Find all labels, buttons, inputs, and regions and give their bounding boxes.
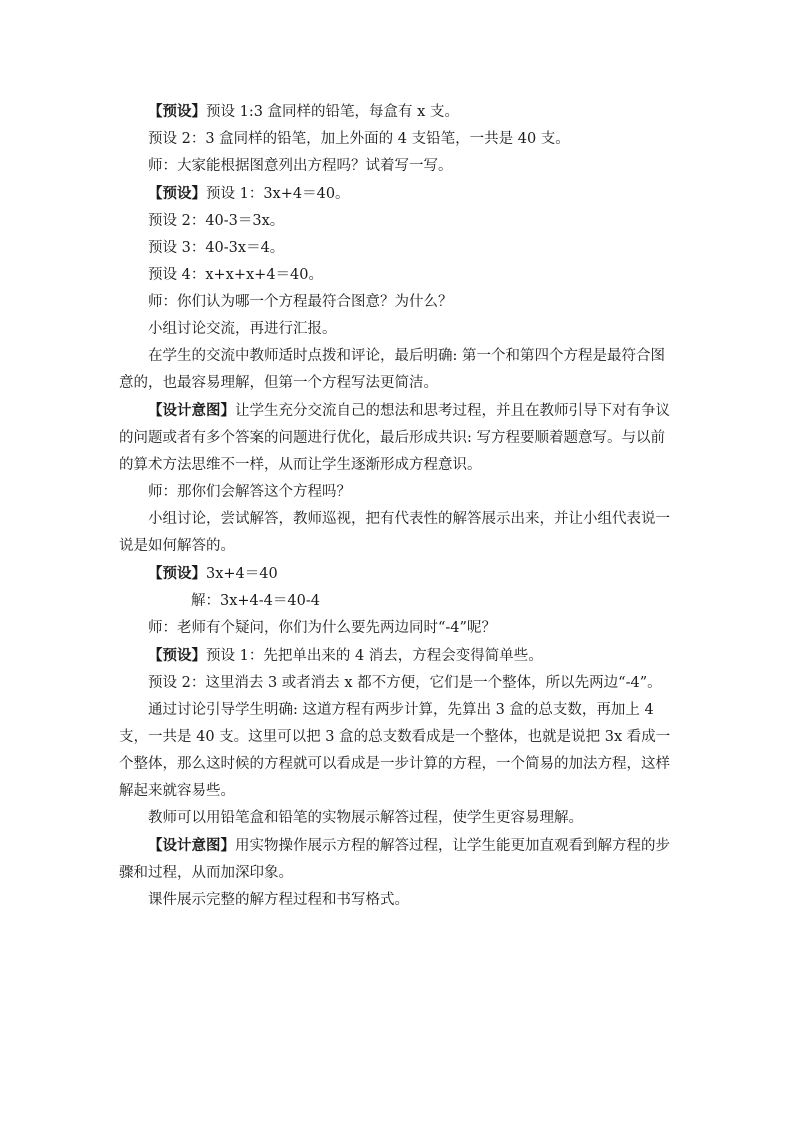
paragraph-text: 预设 3：40-3x＝4。 <box>148 240 285 256</box>
paragraph-design-intent-2 <box>119 832 679 887</box>
paragraph-text: 师：大家能根据图意列出方程吗？试着写一写。 <box>148 158 453 174</box>
preset-tag: 【预设】 <box>148 647 206 664</box>
paragraph <box>119 805 679 832</box>
preset-tag: 【预设】 <box>148 103 206 120</box>
paragraph-preset-1 <box>119 98 679 126</box>
preset-tag: 【预设】 <box>148 185 206 202</box>
paragraph-preset-3 <box>119 560 679 588</box>
paragraph-text: 让学生充分交流自己的想法和思考过程，并且在教师引导下对有争议的问题或者有多个答案的问题进行优化，最后形成共识: 写方程要顺着题意写。与以前的算术方法思维不一样，从而让学生逐渐形成方程意识。 <box>119 403 670 473</box>
paragraph <box>119 479 679 506</box>
paragraph-text: 预设 1:3 盒同样的铅笔，每盒有 x 支。 <box>206 104 459 120</box>
paragraph <box>119 153 679 180</box>
paragraph <box>119 887 679 914</box>
paragraph-text: 预设 1：先把单出来的 4 消去，方程会变得简单些。 <box>206 648 543 664</box>
paragraph-text: 在学生的交流中教师适时点拨和评论，最后明确: 第一个和第四个方程是最符合图意的，也最容易理解，但第一个方程写法更简洁。 <box>119 348 665 391</box>
paragraph <box>119 670 679 697</box>
paragraph <box>119 506 679 560</box>
paragraph-text: 用实物操作展示方程的解答过程，让学生能更加直观看到解方程的步骤和过程，从而加深印象。 <box>119 838 670 881</box>
paragraph-text: 通过讨论引导学生明确: 这道方程有两步计算，先算出 3 盒的总支数，再加上 4 支，一共是 40 支。这里可以把 3 盒的总支数看成是一个整体，也就是说把 3x 看成一个整体，那么这时候的方程就可以看成是一步计算的方程，一个简易的加法方程，这样解起来就容易些。 <box>119 702 671 799</box>
paragraph <box>119 316 679 343</box>
paragraph-text: 师：你们认为哪一个方程最符合图意？为什么？ <box>148 294 453 310</box>
paragraph-preset-2 <box>119 180 679 208</box>
paragraph <box>119 235 679 262</box>
paragraph-text: 师：老师有个疑问，你们为什么要先两边同时“-4”呢？ <box>148 620 496 636</box>
lesson-content <box>119 98 679 914</box>
paragraph <box>119 343 679 397</box>
paragraph <box>119 697 679 805</box>
paragraph <box>119 289 679 316</box>
paragraph-text: 师：那你们会解答这个方程吗？ <box>148 484 351 500</box>
paragraph-text: 小组讨论交流，再进行汇报。 <box>148 321 337 337</box>
equation-solution <box>119 588 679 615</box>
paragraph-text: 教师可以用铅笔盒和铅笔的实物展示解答过程，使学生更容易理解。 <box>148 810 583 826</box>
paragraph <box>119 208 679 235</box>
paragraph <box>119 126 679 153</box>
design-intent-tag: 【设计意图】 <box>148 837 235 854</box>
paragraph-text: 预设 4：x+x+x+4＝40。 <box>148 267 323 283</box>
paragraph-text: 预设 2：这里消去 3 或者消去 x 都不方便，它们是一个整体，所以先两边“-4”。 <box>148 675 662 691</box>
paragraph-text: 预设 2：40-3＝3x。 <box>148 213 285 229</box>
equation: 3x+4＝40 <box>206 566 278 582</box>
paragraph <box>119 615 679 642</box>
paragraph-preset-4 <box>119 642 679 670</box>
paragraph-text: 解：3x+4-4＝40-4 <box>191 593 320 609</box>
paragraph-text: 小组讨论，尝试解答，教师巡视，把有代表性的解答展示出来，并让小组代表说一说是如何解答的。 <box>119 511 670 554</box>
paragraph-design-intent-1 <box>119 397 679 479</box>
paragraph-text: 预设 1：3x+4＝40。 <box>206 186 350 202</box>
design-intent-tag: 【设计意图】 <box>148 402 235 419</box>
paragraph-text: 预设 2：3 盒同样的铅笔，加上外面的 4 支铅笔，一共是 40 支。 <box>148 131 570 147</box>
preset-tag: 【预设】 <box>148 565 206 582</box>
paragraph <box>119 262 679 289</box>
paragraph-text: 课件展示完整的解方程过程和书写格式。 <box>148 892 409 908</box>
